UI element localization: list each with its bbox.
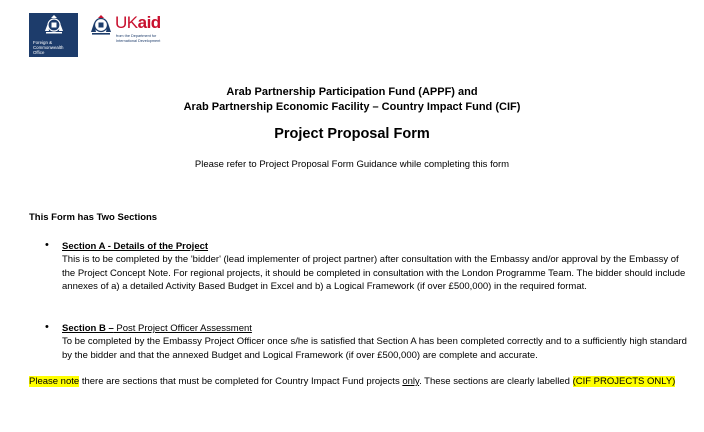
section-a-body: This is to be completed by the 'bidder' (lead implementer of project partner) after consultation with the Embassy and/or approval by the Embassy of the Project Concept Note. For regional projects, it should be completed in consultation with the London Programme Team. The bidder should include annexes of a) a detailed Activity Based Budget in Excel and b) a Logical Framework (if over £500,000) in the required format. [62, 254, 686, 292]
ukaid-aid: aid [137, 13, 161, 32]
bullet-icon: • [45, 321, 49, 333]
sections-heading: This Form has Two Sections [29, 212, 158, 223]
ukaid-uk: UK [115, 13, 138, 32]
note-text-2: . These sections are clearly labelled [419, 376, 573, 387]
ukaid-subtitle: from the Department for International Development [116, 34, 161, 43]
section-a-label: Section A - Details of the Project [62, 241, 209, 252]
note-text-1: there are sections that must be completed for Country Impact Fund projects [79, 376, 403, 387]
section-b-label-bold: Section B – [62, 323, 114, 334]
bullet-icon: • [45, 239, 49, 251]
note-highlight-please-note: Please note [29, 376, 80, 387]
section-b-label-rest: Post Project Officer Assessment [113, 323, 252, 334]
royal-crest-icon [43, 15, 65, 35]
fund-title-line2: Arab Partnership Economic Facility – Country Impact Fund (CIF) [183, 101, 521, 113]
fcdo-text: Foreign & Commonwealth Office [33, 40, 64, 55]
fund-title-line1: Arab Partnership Participation Fund (APPF) and [226, 86, 478, 98]
note-only: only [402, 376, 420, 387]
section-a-heading [62, 240, 208, 253]
cif-note [29, 375, 689, 388]
fcdo-logo [29, 13, 78, 57]
guidance-note: Please refer to Project Proposal Form Guidance while completing this form [194, 159, 510, 170]
note-highlight-cif: (CIF PROJECTS ONLY) [572, 376, 676, 387]
section-b-heading [62, 322, 252, 335]
logo-bar [29, 13, 169, 57]
ukaid-crest-icon [89, 15, 113, 37]
ukaid-logo [89, 13, 169, 57]
section-b-body: To be completed by the Embassy Project Officer once s/he is satisfied that Section A has been completed correctly and to a sufficiently high standard by the bidder and that the annexed Budget and Logical Framework (if over £500,000) are complete and accurate. [62, 336, 687, 361]
ukaid-wordmark [115, 13, 161, 33]
page-title: Project Proposal Form [274, 126, 430, 142]
